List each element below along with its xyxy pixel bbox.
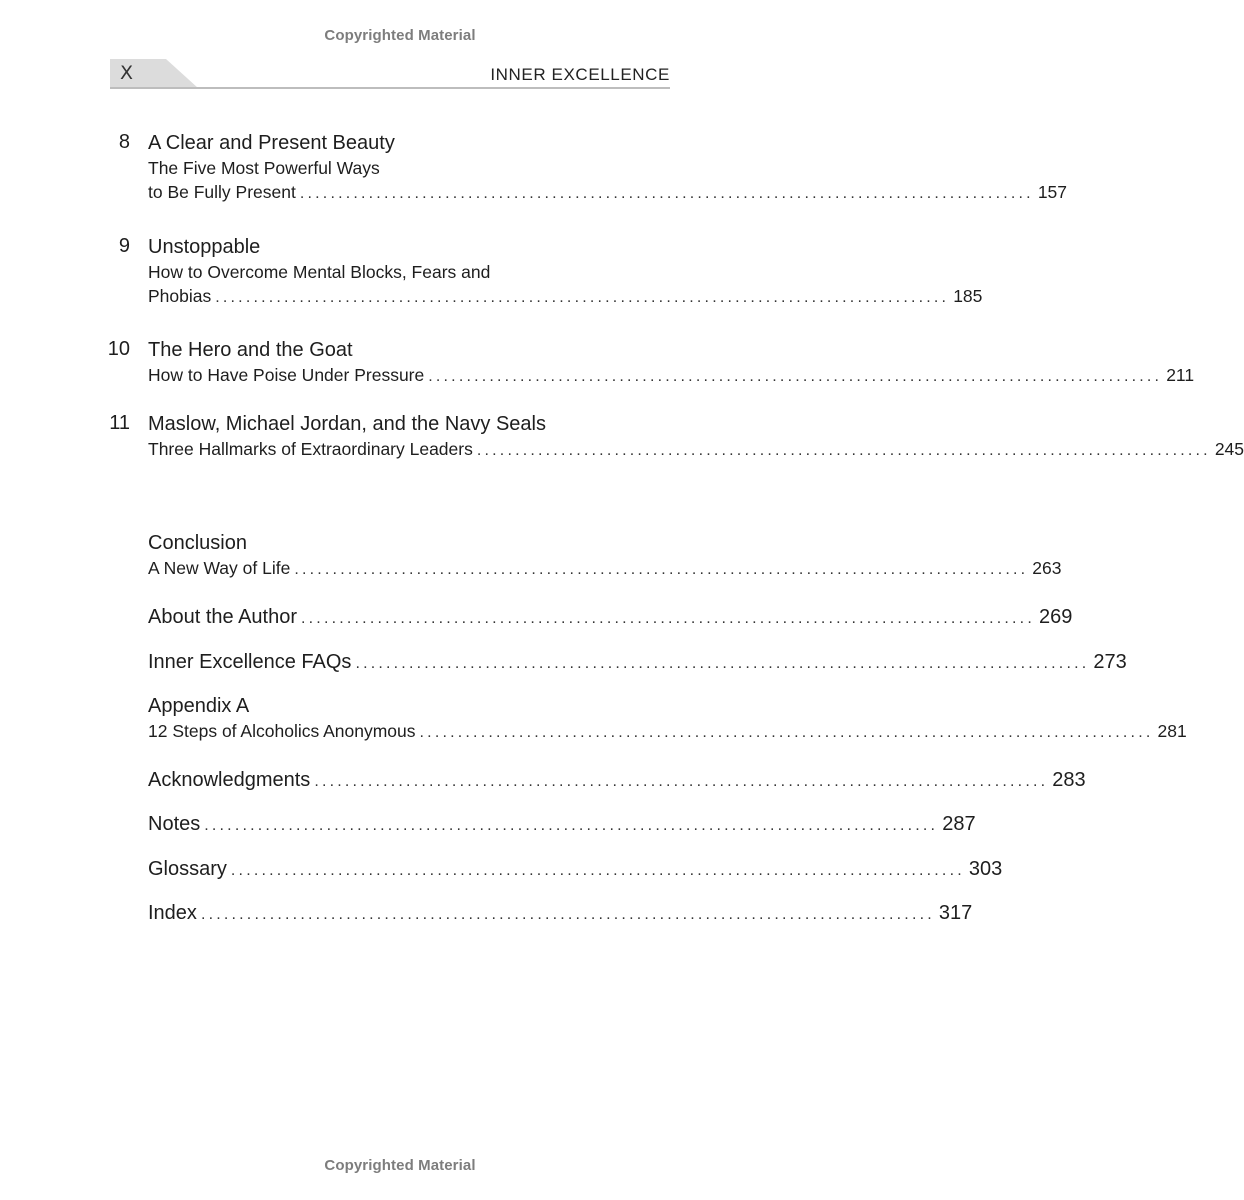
chapter-number: 9	[118, 235, 130, 257]
toc-leader-line	[148, 363, 1195, 389]
chapter-subtitle: Three Hallmarks of Extraordinary Leaders	[148, 439, 473, 459]
section-label: Inner Excellence FAQs	[148, 651, 352, 673]
page-number: 281	[1157, 721, 1187, 741]
toc-leader-line	[148, 284, 983, 310]
toc-entry-chapter-9[interactable]	[148, 235, 983, 310]
chapter-number: 8	[118, 131, 130, 153]
running-title: INNER EXCELLENCE	[490, 65, 670, 84]
page-folio: X	[120, 62, 134, 84]
toc-entry-index[interactable]	[148, 901, 973, 927]
toc-entry-glossary[interactable]	[148, 857, 1003, 883]
toc-leader-line	[148, 857, 1003, 883]
toc-entry-faqs[interactable]	[148, 650, 1127, 676]
dot-leader: ................................................................................................	[215, 289, 950, 306]
section-label: Acknowledgments	[148, 769, 311, 791]
toc-entry-chapter-10[interactable]	[148, 338, 1195, 389]
chapter-title: The Hero and the Goat	[148, 339, 353, 361]
section-label: About the Author	[148, 606, 298, 628]
chapter-number: 11	[109, 412, 130, 434]
chapter-subtitle: to Be Fully Present	[148, 182, 296, 202]
page-number: 211	[1166, 365, 1195, 385]
section-subtitle: A New Way of Life	[148, 558, 291, 578]
toc-leader-line	[148, 556, 1062, 582]
toc-entry-chapter-11[interactable]	[148, 412, 1244, 463]
page-number: 303	[968, 858, 1003, 880]
page-number: 263	[1032, 558, 1062, 578]
page-number: 283	[1052, 769, 1086, 791]
toc-entry-acknowledgments[interactable]	[148, 768, 1086, 794]
toc-entry-chapter-8[interactable]	[148, 131, 1068, 206]
chapter-subtitle: How to Overcome Mental Blocks, Fears and	[148, 262, 491, 282]
page-number: 245	[1214, 439, 1244, 459]
copyright-watermark-top: Copyrighted Material	[324, 27, 476, 44]
chapter-number: 10	[107, 338, 130, 360]
toc-entry-notes[interactable]	[148, 812, 976, 838]
chapter-subtitle: Phobias	[148, 286, 212, 306]
toc-leader-line	[148, 901, 973, 927]
page-header	[110, 59, 670, 89]
dot-leader: ................................................................................................	[299, 185, 1034, 202]
chapter-subtitle: The Five Most Powerful Ways	[148, 158, 380, 178]
chapter-title: Unstoppable	[148, 236, 261, 258]
section-heading: Conclusion	[148, 532, 247, 554]
dot-leader: ................................................................................................	[476, 442, 1211, 459]
copyright-watermark-bottom: Copyrighted Material	[324, 1157, 476, 1174]
dot-leader: ................................................................................................	[230, 862, 965, 879]
page-number: 273	[1093, 651, 1127, 673]
toc-leader-line	[148, 650, 1127, 676]
section-label: Notes	[148, 813, 201, 835]
dot-leader: ................................................................................................	[301, 610, 1035, 627]
section-subtitle: 12 Steps of Alcoholics Anonymous	[148, 721, 416, 741]
page-number: 269	[1038, 606, 1073, 628]
toc-leader-line	[148, 719, 1187, 745]
dot-leader: ................................................................................................	[314, 773, 1049, 790]
section-label: Index	[148, 902, 197, 924]
dot-leader: ................................................................................................	[294, 561, 1029, 578]
chapter-title: A Clear and Present Beauty	[148, 132, 395, 154]
toc-leader-line	[148, 812, 976, 838]
page-number: 317	[938, 902, 973, 924]
toc-leader-line	[148, 768, 1086, 794]
toc-leader-line	[148, 180, 1068, 206]
page-number: 157	[1037, 182, 1068, 202]
chapter-subtitle: How to Have Poise Under Pressure	[148, 365, 425, 385]
section-label: Glossary	[148, 858, 227, 880]
toc-entry-about-author[interactable]	[148, 605, 1073, 631]
page-number: 185	[953, 286, 983, 306]
section-heading: Appendix A	[148, 695, 250, 717]
toc-entry-conclusion[interactable]	[148, 531, 1062, 582]
dot-leader: ................................................................................................	[355, 655, 1090, 672]
dot-leader: ................................................................................................	[204, 817, 939, 834]
dot-leader: ................................................................................................	[428, 368, 1163, 385]
toc-entry-appendix-a[interactable]	[148, 694, 1187, 745]
page-number: 287	[942, 813, 976, 835]
toc-leader-line	[148, 605, 1073, 631]
dot-leader: ................................................................................................	[200, 906, 935, 923]
dot-leader: ................................................................................................	[419, 724, 1154, 741]
toc-leader-line	[148, 437, 1244, 463]
chapter-title: Maslow, Michael Jordan, and the Navy Seals	[148, 413, 546, 435]
header-rule	[110, 87, 670, 89]
